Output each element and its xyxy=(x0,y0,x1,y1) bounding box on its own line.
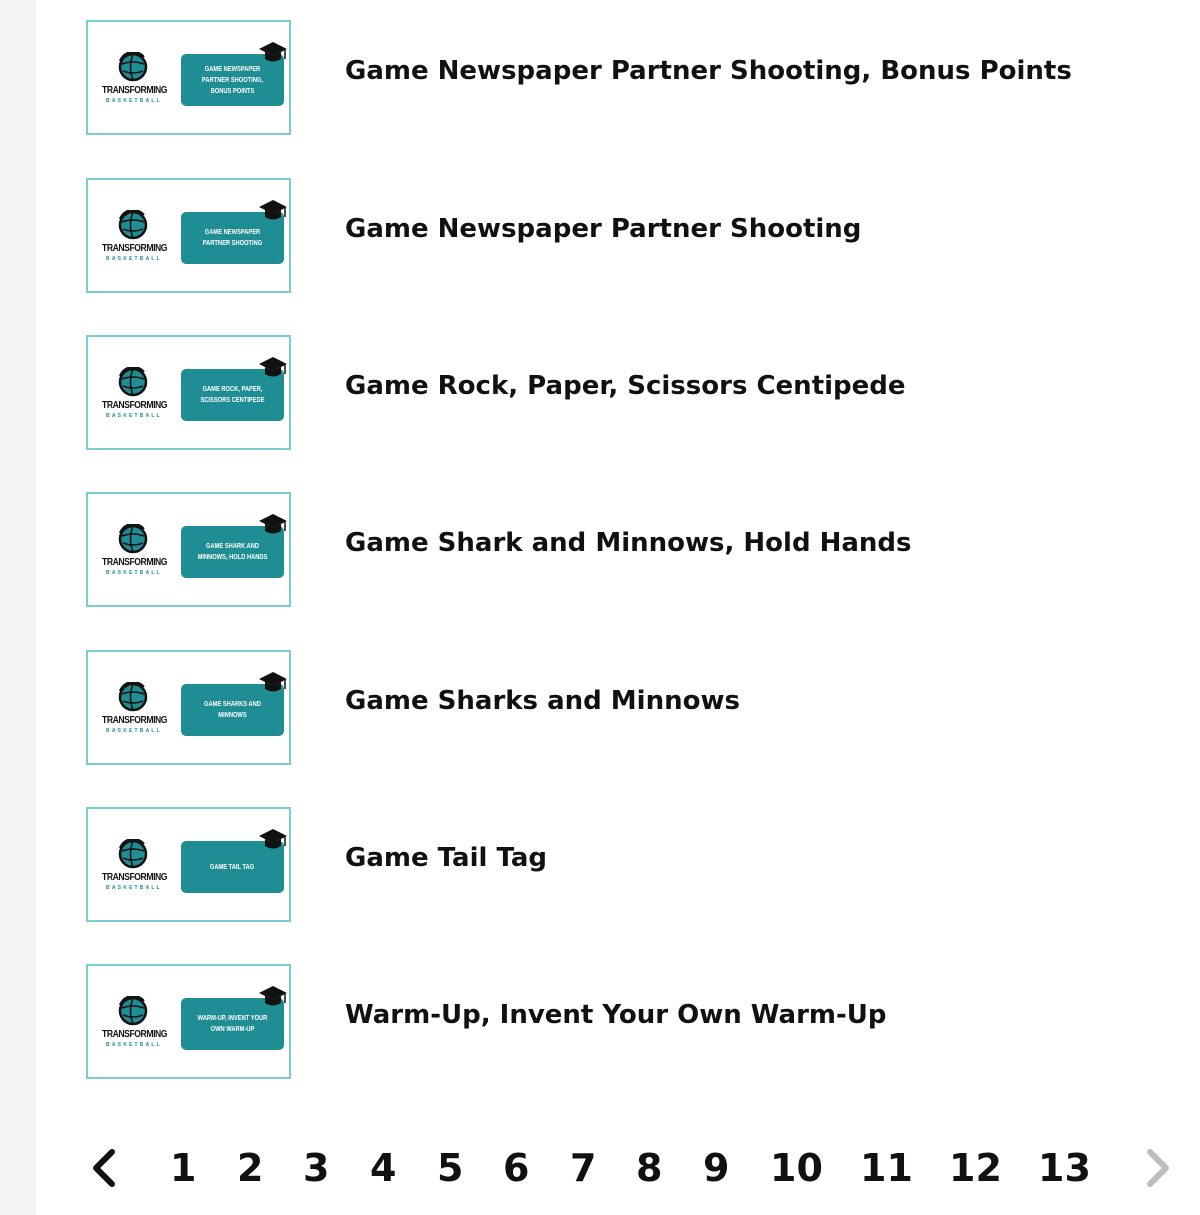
logo-subtitle: BASKETBALL xyxy=(106,1042,162,1048)
logo-word: TRANSFORMING xyxy=(102,715,168,726)
list-item xyxy=(86,650,1146,768)
transforming-basketball-logo xyxy=(102,52,166,112)
drill-title-link[interactable]: Game Newspaper Partner Shooting, Bonus Points xyxy=(345,56,1072,86)
graduation-cap-icon xyxy=(258,40,288,66)
graduation-cap-icon xyxy=(258,984,288,1010)
list-item xyxy=(86,20,1146,138)
graduation-cap-icon xyxy=(258,355,288,381)
transforming-basketball-logo xyxy=(102,682,166,742)
page-12[interactable]: 12 xyxy=(949,1146,1002,1190)
page-2[interactable]: 2 xyxy=(237,1146,264,1190)
page-7[interactable]: 7 xyxy=(570,1146,597,1190)
page-1[interactable]: 1 xyxy=(170,1146,197,1190)
basketball-icon xyxy=(118,682,148,712)
logo-word: TRANSFORMING xyxy=(102,85,168,96)
drill-thumbnail[interactable] xyxy=(86,20,291,135)
page-8[interactable]: 8 xyxy=(636,1146,663,1190)
page-9[interactable]: 9 xyxy=(703,1146,730,1190)
logo-subtitle: BASKETBALL xyxy=(106,98,162,104)
logo-word: TRANSFORMING xyxy=(102,400,168,411)
logo-subtitle: BASKETBALL xyxy=(106,728,162,734)
logo-word: TRANSFORMING xyxy=(102,557,168,568)
graduation-cap-icon xyxy=(258,827,288,853)
logo-word: TRANSFORMING xyxy=(102,1029,168,1040)
drill-thumbnail[interactable] xyxy=(86,964,291,1079)
badge-text: GAME SHARK AND MINNOWS, HOLD HANDS xyxy=(197,543,268,561)
badge-text: GAME ROCK, PAPER, SCISSORS CENTIPEDE xyxy=(200,386,265,404)
drill-title-link[interactable]: Game Newspaper Partner Shooting xyxy=(345,214,862,244)
graduation-cap-icon xyxy=(258,512,288,538)
drill-thumbnail[interactable] xyxy=(86,178,291,293)
page-5[interactable]: 5 xyxy=(437,1146,464,1190)
basketball-icon xyxy=(118,524,148,554)
graduation-cap-icon xyxy=(258,198,288,224)
badge-text: GAME NEWSPAPER PARTNER SHOOTING, BONUS POINTS xyxy=(201,65,264,95)
logo-subtitle: BASKETBALL xyxy=(106,256,162,262)
logo-subtitle: BASKETBALL xyxy=(106,413,162,419)
drill-thumbnail[interactable] xyxy=(86,335,291,450)
basketball-icon xyxy=(118,839,148,869)
transforming-basketball-logo xyxy=(102,524,166,584)
drill-title-link[interactable]: Game Shark and Minnows, Hold Hands xyxy=(345,528,912,558)
badge-text: GAME NEWSPAPER PARTNER SHOOTING xyxy=(202,229,263,247)
page-6[interactable]: 6 xyxy=(503,1146,530,1190)
drill-thumbnail[interactable] xyxy=(86,650,291,765)
basketball-icon xyxy=(118,367,148,397)
page-10[interactable]: 10 xyxy=(770,1146,823,1190)
list-item xyxy=(86,335,1146,453)
prev-page-button[interactable] xyxy=(88,1148,122,1188)
drill-title-link[interactable]: Game Tail Tag xyxy=(345,843,548,873)
transforming-basketball-logo xyxy=(102,367,166,427)
list-item xyxy=(86,492,1146,610)
transforming-basketball-logo xyxy=(102,210,166,270)
logo-subtitle: BASKETBALL xyxy=(106,570,162,576)
transforming-basketball-logo xyxy=(102,839,166,899)
next-page-button[interactable] xyxy=(1140,1148,1174,1188)
page-13[interactable]: 13 xyxy=(1038,1146,1091,1190)
drill-title-link[interactable]: Warm-Up, Invent Your Own Warm-Up xyxy=(345,1000,887,1030)
transforming-basketball-logo xyxy=(102,996,166,1056)
page-4[interactable]: 4 xyxy=(370,1146,397,1190)
basketball-icon xyxy=(118,996,148,1026)
left-rail xyxy=(0,0,36,1215)
list-item xyxy=(86,807,1146,925)
badge-text: WARM-UP, INVENT YOUR OWN WARM-UP xyxy=(197,1015,268,1033)
basketball-icon xyxy=(118,210,148,240)
drill-title-link[interactable]: Game Sharks and Minnows xyxy=(345,686,740,716)
basketball-icon xyxy=(118,52,148,82)
graduation-cap-icon xyxy=(258,670,288,696)
badge-text: GAME TAIL TAG xyxy=(210,863,255,871)
drill-title-link[interactable]: Game Rock, Paper, Scissors Centipede xyxy=(345,371,906,401)
logo-subtitle: BASKETBALL xyxy=(106,885,162,891)
page-3[interactable]: 3 xyxy=(303,1146,330,1190)
page-11[interactable]: 11 xyxy=(860,1146,913,1190)
badge-text: GAME SHARKS AND MINNOWS xyxy=(204,701,261,719)
drill-thumbnail[interactable] xyxy=(86,807,291,922)
list-item xyxy=(86,964,1146,1082)
list-item xyxy=(86,178,1146,296)
pagination xyxy=(0,1140,1200,1200)
drill-thumbnail[interactable] xyxy=(86,492,291,607)
logo-word: TRANSFORMING xyxy=(102,243,168,254)
logo-word: TRANSFORMING xyxy=(102,872,168,883)
